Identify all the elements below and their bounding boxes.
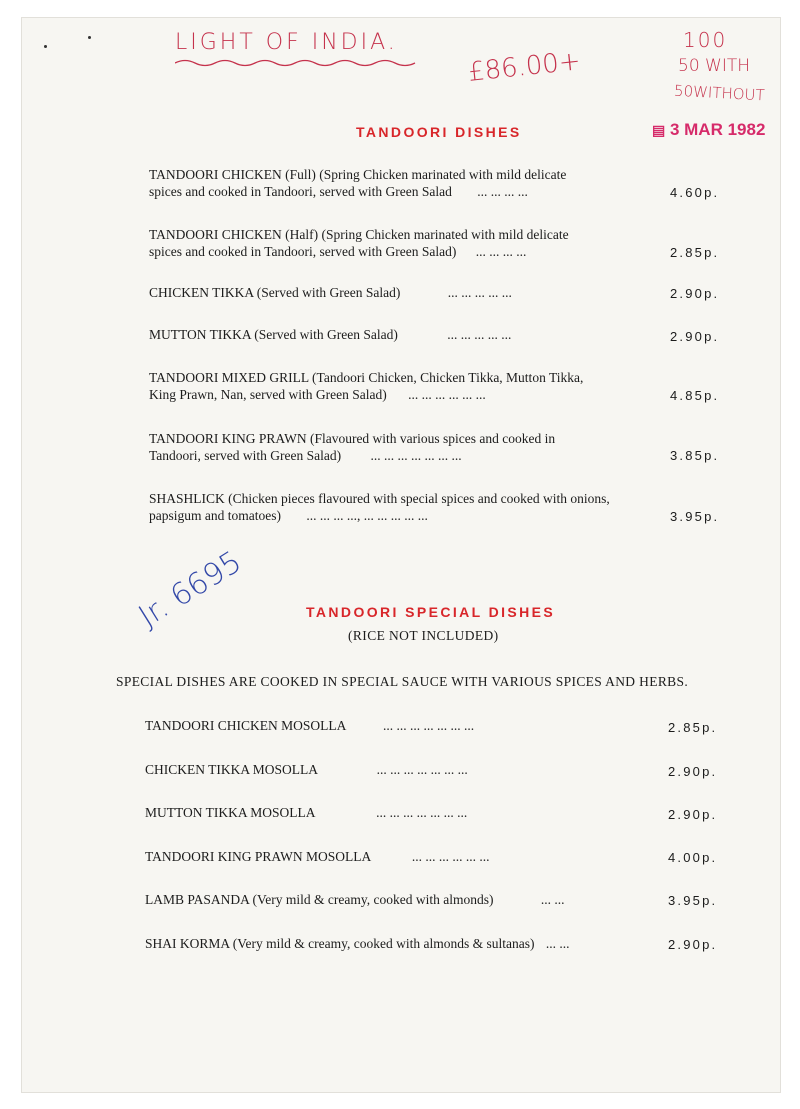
menu-item <box>149 166 566 200</box>
section-title-special: TANDOORI SPECIAL DISHES <box>306 604 556 620</box>
section-subtitle: (RICE NOT INCLUDED) <box>348 628 499 643</box>
item-price: 2.85p. <box>670 245 720 260</box>
item-description-line <box>149 326 511 343</box>
leader-dots: ... ... ... ... ... <box>447 285 512 300</box>
item-description-cont <box>149 183 566 200</box>
leader-dots: ... ... ... ... ... ... ... <box>370 448 462 463</box>
item-price: 2.90p. <box>668 807 718 822</box>
menu-item <box>149 226 569 260</box>
item-price: 2.90p. <box>670 286 720 301</box>
section-title-tandoori: TANDOORI DISHES <box>356 124 522 140</box>
handwritten-count-total: 100 <box>683 28 728 52</box>
leader-dots: ... ... ... ... ... ... ... <box>376 805 468 820</box>
leader-dots: ... ... ... ... ... <box>447 327 512 342</box>
date-stamp <box>652 120 765 140</box>
item-price: 2.85p. <box>668 720 718 735</box>
item-name: TANDOORI CHICKEN MOSOLLA <box>145 718 346 733</box>
item-description: TANDOORI CHICKEN (Half) (Spring Chicken marinated with mild delicate <box>149 227 569 242</box>
item-description: TANDOORI MIXED GRILL (Tandoori Chicken, Chicken Tikka, Mutton Tikka, <box>149 370 584 385</box>
item-price: 2.90p. <box>670 329 720 344</box>
special-note: SPECIAL DISHES ARE COOKED IN SPECIAL SAUCE WITH VARIOUS SPICES AND HERBS. <box>116 674 689 689</box>
handwritten-reference: Jr. 6695 <box>132 544 248 635</box>
item-price: 3.95p. <box>670 509 720 524</box>
item-description-cont <box>149 386 583 403</box>
stamp-icon: ▤ <box>652 122 666 138</box>
menu-item <box>145 717 474 734</box>
item-description: TANDOORI KING PRAWN (Flavoured with various spices and cooked in <box>149 431 556 446</box>
item-description: King Prawn, Nan, served with Green Salad) <box>149 387 387 402</box>
item-description: spices and cooked in Tandoori, served with Green Salad) <box>149 244 457 259</box>
item-price: 4.00p. <box>668 850 718 865</box>
item-name: TANDOORI KING PRAWN MOSOLLA <box>145 849 371 864</box>
item-description: Tandoori, served with Green Salad) <box>149 448 342 463</box>
handwritten-count-with: 50 WITH <box>678 56 751 76</box>
item-description: spices and cooked in Tandoori, served with Green Salad <box>149 184 452 199</box>
pencil-mark <box>44 45 47 48</box>
item-price: 3.85p. <box>670 448 720 463</box>
pencil-mark <box>88 36 91 39</box>
menu-item <box>145 891 564 908</box>
leader-dots: ... ... <box>540 892 565 907</box>
menu-item <box>149 284 512 301</box>
leader-dots: ... ... ... ... <box>477 184 528 199</box>
menu-item <box>145 935 569 952</box>
menu-item <box>149 430 555 464</box>
item-name: LAMB PASANDA (Very mild & creamy, cooked with almonds) <box>145 892 494 907</box>
leader-dots: ... ... ... ... ... ... <box>408 387 486 402</box>
leader-dots: ... ... ... ... ... ... ... <box>383 718 475 733</box>
item-price: 4.85p. <box>670 388 720 403</box>
item-description: MUTTON TIKKA (Served with Green Salad) <box>149 327 398 342</box>
item-name: SHAI KORMA (Very mild & creamy, cooked with almonds & sultanas) <box>145 936 535 951</box>
item-description: SHASHLICK (Chicken pieces flavoured with special spices and cooked with onions, <box>149 491 610 506</box>
item-price: 2.90p. <box>668 937 718 952</box>
item-price: 3.95p. <box>668 893 718 908</box>
stamp-date: 3 MAR 1982 <box>669 120 766 139</box>
menu-item <box>145 761 468 778</box>
item-description-cont <box>149 447 555 464</box>
item-price: 2.90p. <box>668 764 718 779</box>
menu-item <box>149 490 610 524</box>
item-name: CHICKEN TIKKA MOSOLLA <box>145 762 318 777</box>
leader-dots: ... ... ... ..., ... ... ... ... ... <box>306 508 428 523</box>
leader-dots: ... ... ... ... ... ... ... <box>376 762 468 777</box>
menu-item <box>145 804 467 821</box>
item-description-cont <box>149 507 610 524</box>
item-price: 4.60p. <box>670 185 720 200</box>
leader-dots: ... ... ... ... <box>475 244 527 259</box>
menu-item <box>149 369 583 403</box>
leader-dots: ... ... ... ... ... ... <box>411 849 490 864</box>
item-description-cont <box>149 243 569 260</box>
menu-item <box>145 848 489 865</box>
item-description-line <box>149 284 512 301</box>
handwritten-restaurant-name: LIGHT OF INDIA. <box>175 30 398 55</box>
item-description: papsigum and tomatoes) <box>149 508 281 523</box>
menu-item <box>149 326 511 343</box>
underline-squiggle <box>175 56 425 68</box>
item-description: CHICKEN TIKKA (Served with Green Salad) <box>149 285 401 300</box>
item-description: TANDOORI CHICKEN (Full) (Spring Chicken marinated with mild delicate <box>149 167 567 182</box>
handwritten-amount: £86.00+ <box>466 46 583 88</box>
item-name: MUTTON TIKKA MOSOLLA <box>145 805 315 820</box>
leader-dots: ... ... <box>545 936 570 951</box>
handwritten-count-without: 50WITHOUT <box>673 81 766 105</box>
